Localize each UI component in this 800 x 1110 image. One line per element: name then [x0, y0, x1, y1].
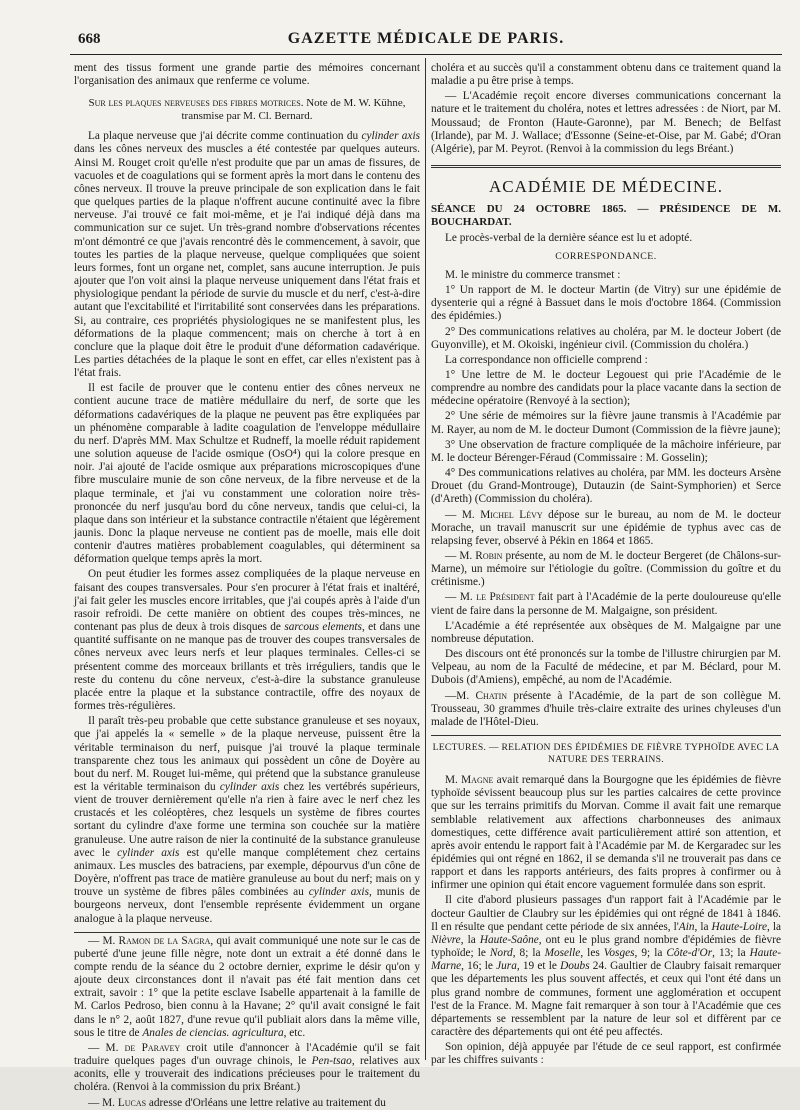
paragraph: L'Académie a été représentée aux obsèques de M. Malgaigne par une nombreuse députation.: [431, 619, 781, 645]
paragraph: — M. de Paravey croit utile d'annoncer à l'Académie qu'il se fait traduire quelques pages d'un ouvrage chinois, le Pen-tsao, relatives aux aconits, elle y trouverait des indications précieuses pour le traitement du choléra. (Renvoi à la commission du prix Bréant.): [74, 1041, 421, 1094]
paragraph: — M. Michel Lévy dépose sur le bureau, au nom de M. le docteur Morache, un travail manuscrit sur une épidémie de typhus avec cas de relapsing fever, observé à Pékin en 1864 et 1865.: [431, 508, 781, 547]
paragraph: Son opinion, déjà appuyée par l'étude de ce seul rapport, est confirmée par les chiffres suivants :: [431, 1041, 781, 1067]
paragraph: — L'Académie reçoit encore diverses communications concernant la nature et le traitement du choléra, notes et lettres adressées : de Niort, par M. Moussaud; de Fronton (Haute-Garonne), par M. Benech; de Belfast (Irlande), par M. J. Wallace; d'Essonne (Seine-et-Oise, par M. Gabé; d'Oran (Algérie), par M. Peyrot. (Renvoi à la commission du legs Bréant.): [431, 90, 781, 155]
paragraph: 2° Une série de mémoires sur la fièvre jaune transmis à l'Académie par M. Rayer, au nom de M. le docteur Dumont (Commission de la fièvre jaune);: [431, 410, 781, 436]
paragraph: —M. Chatin présente à l'Académie, de la part de son collègue M. Trousseau, 30 grammes d'huile très-claire extraite des urines chyleuses d'un malade de l'Hôtel-Dieu.: [431, 689, 781, 728]
column-divider: [425, 58, 426, 1060]
paragraph: La plaque nerveuse que j'ai décrite comme continuation du cylinder axis dans les cônes nerveux des muscles a été contestée par quelques auteurs. Ainsi M. Rouget croit qu'elle n'est produite que par un amas de fissures, de vacuoles et de coagulations qui se forment après la mort dans le contenu des cônes nerveux. Il trouve la preuve principale de son explication dans le fait que quelques parties de la plaque n'offrent aucune continuité avec la fibre nerveuse. J'ai trouvé ce fait moi-même, et je l'ai indiqué déjà dans ma communication sur ce sujet. Un très-grand nombre d'observations récentes m'ont démontré ce que j'avais rencontré dès le commencement, à savoir, que toutes les parties de la plaque nerveuse, quelque compliquées que soient leurs formes, font un organe net, complet, sans aucune interruption. Je puis ajouter que l'on voit ainsi la plaque nerveuse uniquement dans l'état frais et physiologique pendant la période de survie du muscle et du nerf, c'est-à-dire autant que l'excitabilité et l'irritabilité sont conservées dans les préparations. Si, au contraire, ces propriétés physiologiques ne se manifestent plus, les déformations de la plaque commencent; mais on cherche à tort à en conclure que la plaque doit être le produit d'une déformation cadavérique. Les parties détachées de la plaque le sont en effet, car elles n'existent pas à l'état frais.: [74, 130, 420, 380]
paragraph: Il paraît très-peu probable que cette substance granuleuse et ses noyaux, que j'ai appelés la « semelle » de la plaque nerveuse, puissent être la véritable terminaison du nerf, puisque j'ai trouvé la plaque terminale transparente chez tous les animaux qui possèdent un cône de Doyère au bout du nerf. M. Rouget lui-même, qui prétend que la substance granuleuse est la véritable terminaison du cylinder axis chez les vertébrés supérieurs, vient de trouver dernièrement qu'elle n'a rien à faire avec le nerf chez les crustacés et les coléoptères, chez lesquels un système de fibres courtes sortant du cylindre d'axe forme une termina son couchée sur la matière granuleuse. Une autre raison de nier la continuité de la substance granuleuse avec le cylinder axis est qu'elle manque complétement chez certains animaux. Les muscles des batraciens, par exemple, dépourvus d'un cône de Doyère, n'offrent pas trace de matière granuleuse au bout du nerf; mais on y trouve un système de fibres pâles combinées au cylinder axis, munis de bourgeons nerveux, dont l'ensemble représente évidemment un organe analogue à la plaque nerveuse.: [74, 715, 420, 925]
section-divider: [431, 735, 781, 736]
paragraph: — M. Ramon de la Sagra, qui avait communiqué une note sur le cas de puberté d'une jeune fille nègre, note dont un extrait a été donné dans le compte rendu de la séance du 2 octobre dernier, exprime le désir qu'on y ajoute deux circonstances dont il n'avait pas été fait mention dans cet extrait, savoir : 1° que la petite esclave Isabelle appartenait à la famille de M. Carlos Pedroso, bien connu à la Havane; 2° qu'il avait consigné le fait dans le n° 2, août 1827, d'une revue qu'il publiait alors dans la même ville, sous le titre de Anales de ciencias. agricultura, etc.: [74, 934, 420, 1039]
seance-heading: SÉANCE DU 24 OCTOBRE 1865. — PRÉSIDENCE DE M. BOUCHARDAT.: [431, 203, 781, 229]
paragraph: Il cite d'abord plusieurs passages d'un rapport fait à l'Académie par le docteur Gaultier de Claubry sur les épidémies qui ont régné de 1841 à 1846. Il en résulte que pendant cette période de six années, l'Ain, la Haute-Loire, la Nièvre, la Haute-Saône, ont eu le plus grand nombre d'épidémies de fièvre typhoïde; le Nord, 8; la Moselle, les Vosges, 9; la Côte-d'Or, 13; la Haute-Marne, 16; le Jura, 19 et le Doubs 24. Gaultier de Claubry faisait remarquer que les départements les plus souvent affectés, et ceux qui l'ont été dans un plus grand nombre de communes, forment une agglomération et occupent l'est de la France. M. Magne fait remarquer à son tour à l'Académie que ces départements se ressemblent par la nature de leur sol et diffèrent par ce caractère des départements qui ont été peu affectés.: [431, 894, 781, 1038]
page-header: [70, 26, 782, 55]
paragraph: 4° Des communications relatives au choléra, par MM. les docteurs Arsène Drouet (du Grand-Montrouge), Dutauzin (de Saint-Symphorien) et Serce (d'Areth) (Commission du choléra).: [431, 467, 781, 506]
paragraph: 3° Une observation de fracture compliquée de la mâchoire inférieure, par M. le docteur Bérenger-Féraud (Commissaire : M. Gosselin);: [431, 438, 781, 464]
lectures-heading: LECTURES. — RELATION DES ÉPIDÉMIES DE FIÈVRE TYPHOÏDE AVEC LA NATURE DES TERRAINS.: [432, 742, 780, 766]
note-title: [74, 97, 420, 123]
paragraph: On peut étudier les formes assez compliquées de la plaque nerveuse en faisant des coupes transversales. Pour s'en procurer à l'état frais et inaltéré, j'ai fait geler les muscles encore irritables, que j'ai coupés après à l'aide d'un rasoir refroidi. De cette manière on obtient des coupes très-minces, ne contenant pas plus de deux à trois disques de sarcous elements, et dans une quantité suffisante on ne manque pas de trouver des coupes transversales de cônes nerveux avec leurs nerfs et leur plaques terminales. Celles-ci se présentent comme des morceaux brillants et très irréguliers, tandis que le reste du contenu du cône nerveux, c'est-à-dire la substance granuleuse placée entre la plaque et la substance contractile, offre des noyaux de formes très-régulières.: [74, 568, 421, 713]
note-title-subject: Sur les plaques nerveuses des fibres motrices.: [88, 97, 304, 110]
paragraph: M. Magne avait remarqué dans la Bourgogne que les épidémies de fièvre typhoïde sévissent beaucoup plus sur les parties calcaires de cette province que sur les terrains primitifs du Morvan. Comme il avait fait une remarque semblable relativement aux affections charbonneuses des animaux domestiques, cette différence avait particulièrement attiré son attention, et après avoir entendu le rapport fait à l'Académie par M. de Kergaradec sur les épidémies qui ont régné en 1862, il se demanda s'il ne trouverait pas dans ce rapport et dans les rapports antérieurs, des faits propres à confirmer ou à infirmer une opinion qui était encore vaguement formulée dans son esprit.: [431, 774, 781, 892]
note-title-author: Note de M. W. Kühne,: [306, 97, 406, 110]
right-column: [431, 62, 781, 1067]
left-column: [74, 62, 421, 1109]
paragraph: 1° Une lettre de M. le docteur Legouest qui prie l'Académie de le comprendre au nombre des candidats pour la place vacante dans la section de médecine opératoire (Renvoyé à la section);: [431, 368, 781, 408]
paragraph-continuation: ment des tissus forment une grande partie des mémoires concernant l'organisation des animaux que renferme ce volume.: [74, 62, 420, 88]
paragraph: Il est facile de prouver que le contenu entier des cônes nerveux ne contient aucune trace de matière médullaire du nerf, de sorte que les déformations cadavériques de la plaque ne peuvent pas être expliquées par un phénomène comparable à ladite coagulation de l'enveloppe médullaire du nerf. D'après MM. Max Schultze et Rudneff, la moelle réduit rapidement une solution aqueuse de l'acide osmique (OsO⁴) qui la colore presque en noir. J'ai ajouté de l'acide osmique aux préparations microscopiques d'une fibre musculaire munie de son cône nerveux, de la fibre nerveuse et de la plaque terminale, et j'ai vu constamment une coloration noire très-prononcée du nerf jusqu'au bord du cône nerveux, tandis que celui-ci, la plaque dans son intérieur et la substance contractile n'étaient que légèrement jaunis. Donc la plaque nerveuse ne contient pas de moelle, mais elle doit contenir d'autres matières probablement coagulables, qui déterminent sa déformation quelque temps après la mort.: [74, 382, 420, 566]
paragraph: — M. Robin présente, au nom de M. le docteur Bergeret (de Châlons-sur-Marne), un mémoire sur l'étiologie du goître. (Commission du goître et du crétinisme.): [431, 550, 781, 589]
correspondance-heading: CORRESPONDANCE.: [555, 250, 657, 262]
section-divider: [74, 932, 420, 933]
paragraph: 2° Des communications relatives au choléra, par M. le docteur Jobert (de Guyonville), et M. Okoiski, ingénieur civil. (Commission du choléra.): [431, 325, 781, 351]
running-title: GAZETTE MÉDICALE DE PARIS.: [287, 30, 565, 47]
paragraph: M. le ministre du commerce transmet :: [445, 268, 621, 281]
paragraph-continuation: choléra et au succès qu'il a constamment obtenu dans ce traitement quand la maladie a pu être prise à temps.: [431, 62, 781, 88]
paragraph: 1° Un rapport de M. le docteur Martin (de Vitry) sur une épidémie de dysenterie qui a régné à Bassuet dans le mois d'octobre 1864. (Commission des épidémies.): [431, 284, 781, 323]
paragraph: Des discours ont été prononcés sur la tombe de l'illustre chirurgien par M. Velpeau, au nom de la Faculté de médecine, et par M. Béclard, pour M. Dubois (d'Amiens), empêché, au nom de l'Académie.: [431, 648, 781, 687]
note-title-transmitter: transmise par M. Cl. Bernard.: [181, 110, 313, 123]
section-divider: [431, 165, 781, 168]
paragraph: — M. Lucas adresse d'Orléans une lettre relative au traitement du: [88, 1096, 386, 1109]
paragraph: — M. le Président fait part à l'Académie de la perte douloureuse qu'elle vient de faire dans la personne de M. Malgaigne, son président.: [431, 591, 781, 617]
academy-title: ACADÉMIE DE MÉDECINE.: [489, 177, 723, 197]
page-number: 668: [78, 31, 101, 47]
paragraph: La correspondance non officielle comprend :: [445, 353, 648, 366]
proces-verbal: Le procès-verbal de la dernière séance est lu et adopté.: [445, 231, 693, 244]
